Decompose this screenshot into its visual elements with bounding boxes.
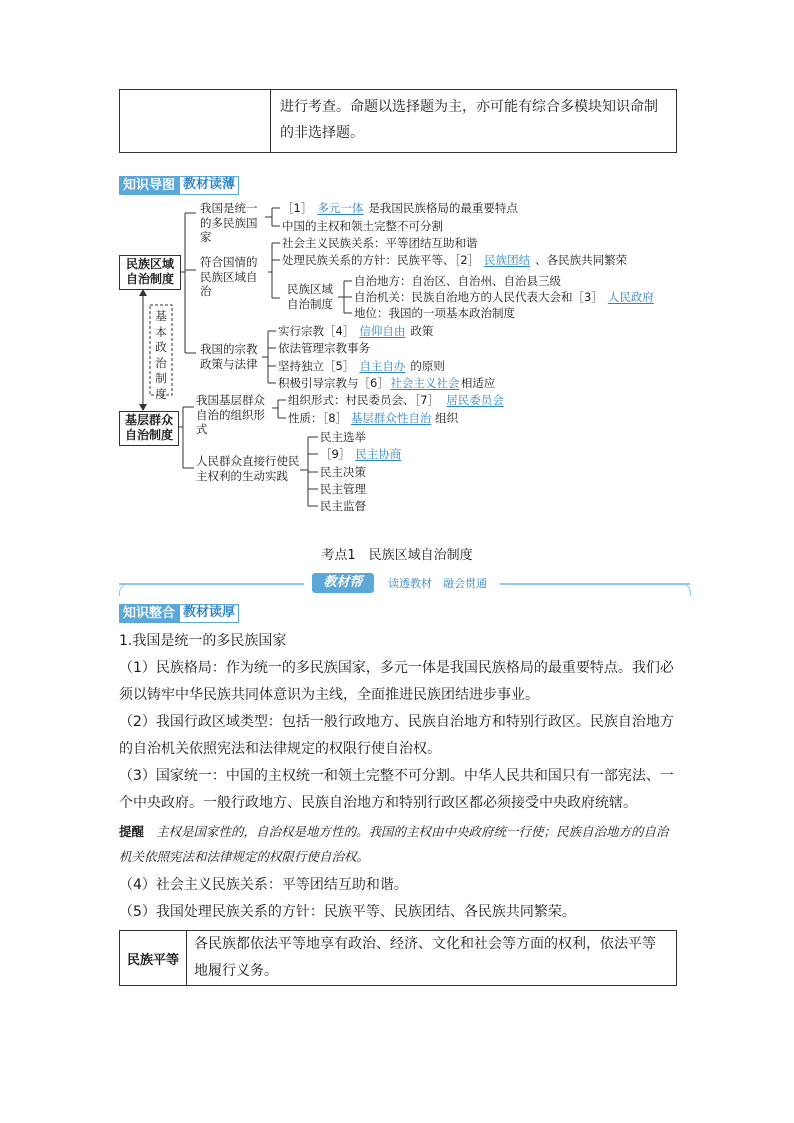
bottom-table-label: 民族平等 (120, 931, 187, 985)
bottom-table-text: 各民族都依法平等地享有政治、经济、文化和社会等方面的权利，依法平等地履行义务。 (194, 936, 656, 979)
b2-sub-line3: 地位：我国的一项基本政治制度 (354, 306, 515, 320)
branch-grassroots-form: 我国基层群众自治的组织形式 (196, 393, 265, 436)
b2-sub-line1: 自治地方：自治区、自治州、自治县三级 (354, 274, 561, 288)
banner-subtitle: 读透教材 融会贯通 (388, 577, 487, 590)
b3-line4 (278, 376, 495, 390)
b2-sub-line2 (354, 290, 659, 304)
b3-l4-post: 相适应 (460, 376, 496, 390)
answer-4: 信仰自由 (359, 324, 406, 338)
b3-l3-pre: 坚持独立［5］ (278, 359, 355, 373)
banner-title: 教材帮 (312, 573, 374, 593)
root-grassroots-autonomy (119, 411, 179, 446)
answer-5: 自主自办 (359, 359, 406, 373)
root1-text: 民族区域自治制度 (125, 257, 174, 286)
answer-2: 民族团结 (484, 253, 531, 267)
top-table-text: 进行考查。命题以选择题为主，亦可能有综合多模块知识命制的非选择题。 (280, 99, 658, 141)
c2-line3: 民主决策 (320, 465, 366, 479)
c2-l2-pre: ［9］ (320, 447, 351, 461)
banner-corner-right (678, 583, 691, 596)
b3-line2: 依法管理宗教事务 (278, 341, 370, 355)
b2-l2-pre: 处理民族关系的方针：民族平等、［2］ (282, 253, 480, 267)
banner-line-left (119, 583, 304, 585)
root2-text: 基层群众自治制度 (124, 413, 173, 442)
b2-l2-post: 、各民族共同繁荣 (535, 253, 628, 267)
answer-7: 居民委员会 (446, 393, 504, 407)
bottom-table (119, 930, 677, 986)
c2-line1: 民主选举 (320, 430, 366, 444)
c1-line2 (288, 411, 458, 425)
c1-l1-pre: 组织形式：村民委员会、［7］ (288, 393, 440, 407)
b3-l4-pre: 积极引导宗教与［6］ (278, 376, 389, 390)
branch-unified-nation: 我国是统一的多民族国家 (200, 201, 258, 244)
content-p4: （4）社会主义民族关系：平等团结互助和谐。 (119, 877, 408, 893)
tip-block (119, 819, 675, 869)
b2-line1: 社会主义民族关系：平等团结互助和谐 (282, 236, 478, 250)
banner-corner-left (119, 583, 132, 596)
exam-point-heading: 考点1 民族区域自治制度 (321, 548, 473, 563)
branch-regional-autonomy: 符合国情的民族区域自治 (200, 255, 258, 298)
content-title: 1.我国是统一的多民族国家 (119, 633, 287, 649)
section-tag-integration (119, 604, 239, 623)
tip-label: 提醒 (119, 824, 145, 839)
b1-line1 (282, 201, 518, 215)
c1-line1 (288, 393, 511, 407)
content-p2: （2）我国行政区域类型：包括一般行政地方、民族自治地方和特别行政区。民族自治地方的自治机关依照宪法和法律规定的权限行使自治权。 (119, 714, 674, 757)
branch-religion-policy: 我国的宗教政策与法律 (200, 342, 258, 371)
vertical-basic-system-label: 基本政治制度 (155, 309, 167, 401)
answer-8: 基层群众性自治 (350, 411, 432, 425)
c2-line2 (320, 447, 406, 461)
tag2-part-b: 教材读厚 (179, 604, 239, 623)
b2-s2-pre: 自治机关：民族自治地方的人民代表大会和［3］ (354, 290, 603, 304)
answer-9: 民主协商 (355, 447, 402, 461)
banner-line-right (500, 583, 690, 585)
b1-line2: 中国的主权和领土完整不可分割 (282, 219, 443, 233)
b3-l3-post: 的原则 (410, 359, 445, 373)
content-p1: （1）民族格局：作为统一的多民族国家，多元一体是我国民族格局的最重要特点。我们必须以铸牢中华民族共同体意识为主线，全面推进民族团结进步事业。 (119, 660, 674, 703)
tag2-part-a: 知识整合 (119, 604, 179, 623)
branch-democratic-practice: 人民群众直接行使民主权利的生动实践 (196, 454, 300, 483)
tag-part-a: 知识导图 (119, 176, 179, 195)
c1-l2-post: 组织 (435, 411, 459, 425)
b3-line1 (278, 324, 433, 338)
answer-1: 多元一体 (317, 201, 364, 215)
c2-line4: 民主管理 (320, 482, 366, 496)
c1-l2-pre: 性质：［8］ (288, 411, 348, 425)
answer-3: 人民政府 (607, 290, 654, 304)
c2-line5: 民主监督 (320, 499, 366, 513)
b3-line3 (278, 359, 445, 373)
tip-text: 主权是国家性的，自治权是地方性的。我国的主权由中央政府统一行使；民族自治地方的自治机关依照宪法和法律规定的权限行使自治权。 (119, 824, 669, 864)
b1-l1-pre: ［1］ (282, 201, 313, 215)
tag-part-b: 教材读薄 (179, 176, 239, 195)
b2-sub-system: 民族区域自治制度 (287, 282, 333, 311)
content-p5: （5）我国处理民族关系的方针：民族平等、民族团结、各民族共同繁荣。 (119, 904, 576, 920)
content-p3: （3）国家统一：中国的主权统一和领土完整不可分割。中华人民共和国只有一部宪法、一个中央政府。一般行政地方、民族自治地方和特别行政区都必须接受中央政府统辖。 (119, 768, 674, 811)
answer-6: 社会主义社会 (390, 376, 460, 390)
b1-l1-post: 是我国民族格局的最重要特点 (368, 201, 518, 215)
root-national-autonomy (119, 255, 181, 290)
b3-l1-pre: 实行宗教［4］ (278, 324, 355, 338)
b2-line2 (282, 253, 627, 267)
b3-l1-post: 政策 (410, 324, 434, 338)
